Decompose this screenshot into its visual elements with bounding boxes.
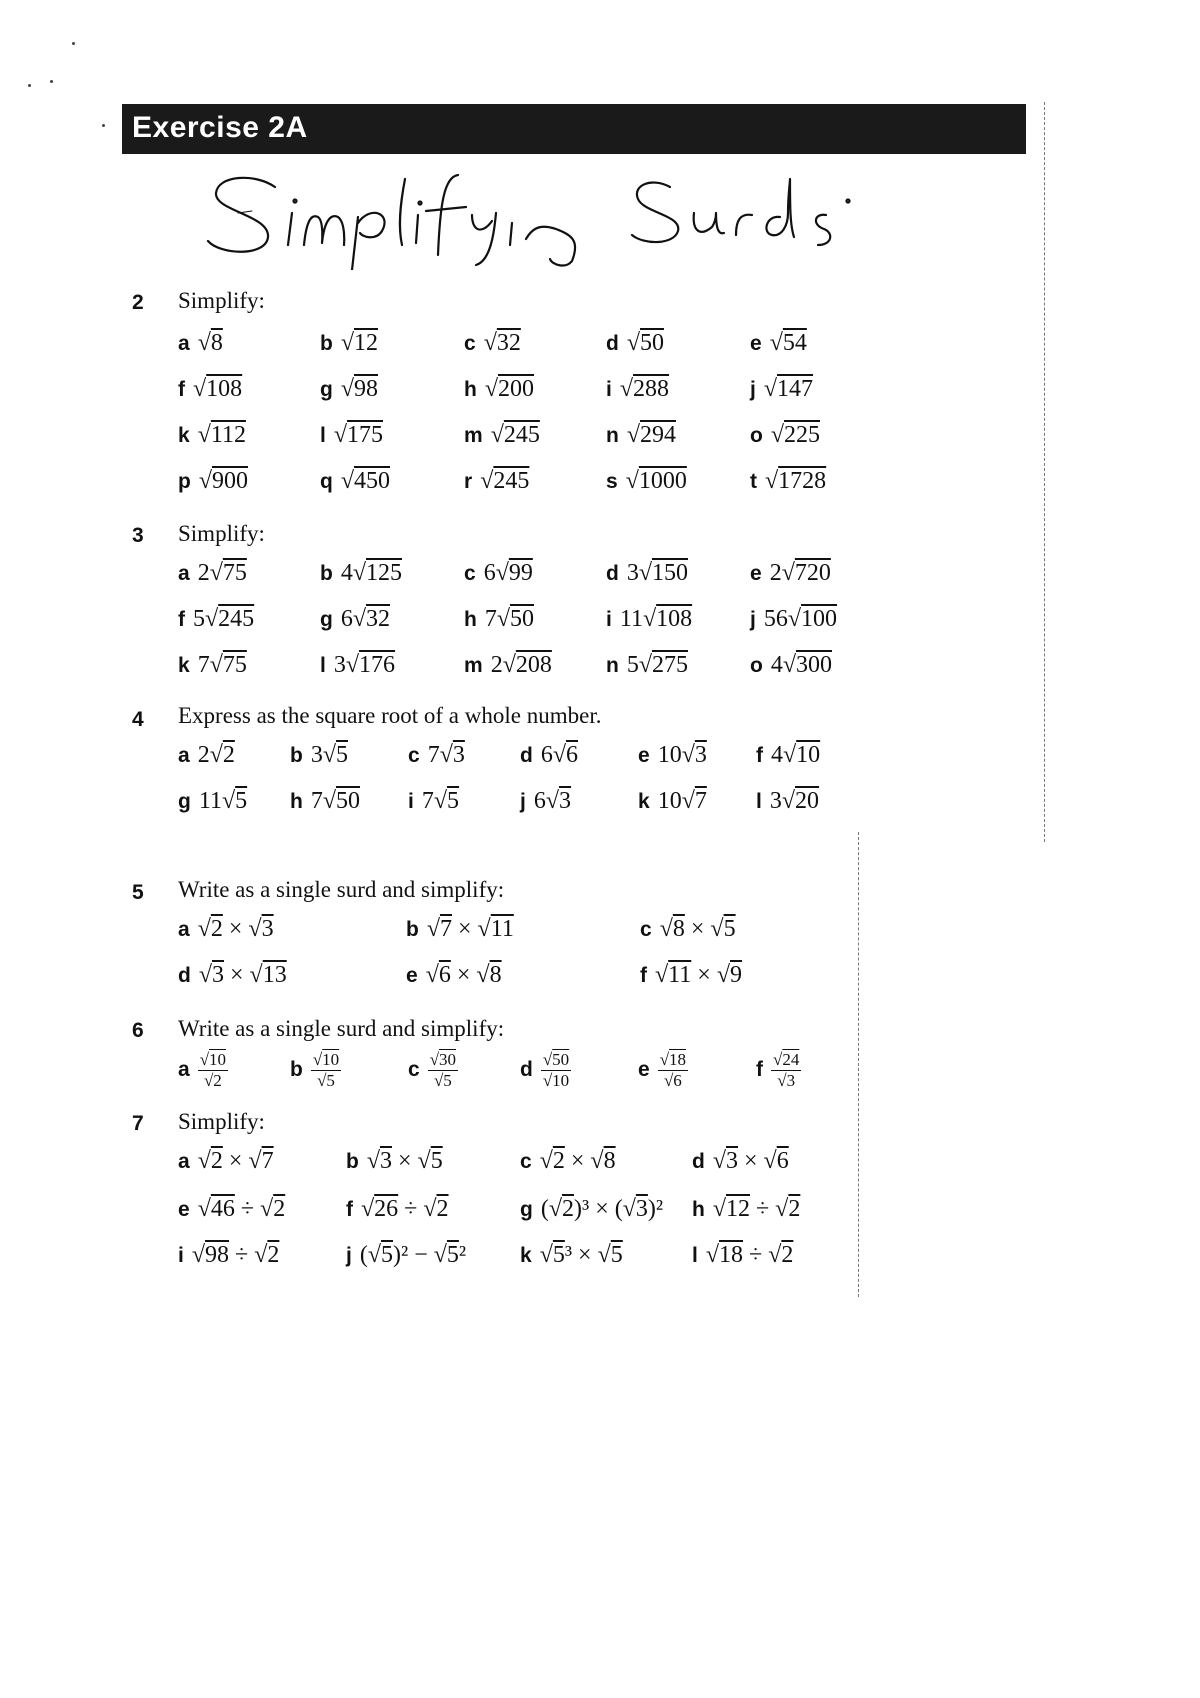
- item-expression: √8: [197, 330, 223, 356]
- fraction: [311, 1050, 341, 1091]
- item-expression: 5√245: [193, 606, 255, 632]
- exercise-item: [750, 468, 826, 495]
- item-expression: √245: [480, 468, 530, 494]
- exercise-item: [638, 742, 707, 769]
- exercise-item: [640, 916, 736, 943]
- exercise-item: [606, 468, 687, 495]
- item-expression: √245: [490, 422, 540, 448]
- exercise-item: [464, 468, 529, 495]
- scan-speck: [72, 42, 75, 45]
- item-label: f: [346, 1198, 353, 1221]
- item-expression: √32: [483, 330, 521, 356]
- item-label: g: [520, 1198, 533, 1221]
- item-expression: √294: [626, 422, 676, 448]
- exercise-item: [750, 330, 807, 357]
- item-label: k: [520, 1244, 532, 1267]
- question-number: 6: [132, 1019, 144, 1042]
- item-label: h: [692, 1198, 705, 1221]
- item-expression: 5√275: [626, 652, 688, 678]
- exercise-item: [606, 330, 664, 357]
- item-label: g: [178, 790, 191, 813]
- item-expression: 7√75: [197, 652, 247, 678]
- item-expression: 6√32: [340, 606, 390, 632]
- item-expression: √900: [198, 468, 248, 494]
- denominator: √3: [777, 1071, 796, 1090]
- exercise-item: [464, 376, 534, 403]
- exercise-item: [178, 1242, 279, 1269]
- item-label: g: [320, 608, 333, 631]
- exercise-title: Exercise 2A: [132, 111, 308, 144]
- item-expression: 11√108: [619, 606, 693, 632]
- item-expression: √200: [484, 376, 534, 402]
- exercise-item: [750, 422, 820, 449]
- item-expression: √3 × √6: [712, 1148, 789, 1174]
- item-expression: √8 × √5: [659, 916, 736, 942]
- item-label: h: [290, 790, 303, 813]
- item-expression: 2√720: [769, 560, 831, 586]
- question-number: 3: [132, 524, 144, 547]
- exercise-item: [692, 1196, 800, 1223]
- item-label: c: [408, 1058, 420, 1082]
- exercise-item: [520, 1148, 616, 1175]
- item-label: i: [606, 378, 612, 401]
- item-label: c: [464, 562, 476, 585]
- item-expression: √26 ÷ √2: [361, 1196, 449, 1222]
- item-label: b: [346, 1150, 359, 1173]
- item-label: a: [178, 744, 190, 767]
- item-expression: √5³ × √5: [539, 1242, 623, 1268]
- numerator: √30: [429, 1050, 457, 1069]
- item-label: t: [750, 470, 757, 493]
- exercise-item: [606, 422, 676, 449]
- item-label: i: [408, 790, 414, 813]
- exercise-item: [178, 330, 223, 357]
- item-label: b: [290, 1058, 303, 1082]
- exercise-item: [178, 742, 235, 769]
- item-label: m: [464, 424, 483, 447]
- item-label: c: [640, 918, 652, 941]
- item-label: a: [178, 562, 190, 585]
- item-label: d: [178, 964, 191, 987]
- item-label: q: [320, 470, 333, 493]
- item-label: k: [178, 424, 190, 447]
- item-label: m: [464, 654, 483, 677]
- item-expression: (√5)² − √5²: [359, 1242, 467, 1268]
- scan-speck: [50, 80, 53, 83]
- numerator: √24: [773, 1050, 800, 1069]
- item-label: i: [178, 1244, 184, 1267]
- exercise-item: [408, 788, 459, 815]
- exercise-item: [606, 376, 669, 403]
- item-expression: √175: [333, 422, 384, 448]
- exercise-item: [178, 1196, 285, 1223]
- item-expression: √225: [770, 422, 820, 448]
- item-label: l: [756, 790, 762, 813]
- exercise-header-banner: [122, 104, 1026, 154]
- exercise-item: [320, 468, 390, 495]
- item-expression: 56√100: [763, 606, 838, 632]
- item-expression: 3√150: [626, 560, 688, 586]
- item-label: e: [750, 332, 762, 355]
- question-number: 4: [132, 708, 144, 731]
- fraction: [541, 1050, 571, 1091]
- item-expression: √12 ÷ √2: [712, 1196, 801, 1222]
- denominator: √10: [542, 1071, 570, 1090]
- denominator: √2: [203, 1071, 222, 1090]
- exercise-item: [520, 1242, 623, 1269]
- question-instruction: Simplify:: [178, 1109, 265, 1134]
- item-expression: √6 × √8: [425, 962, 502, 988]
- exercise-item: [290, 742, 348, 769]
- item-expression: 10√3: [657, 742, 707, 768]
- exercise-item: [750, 606, 837, 633]
- item-expression: √2 × √8: [539, 1148, 616, 1174]
- item-label: a: [178, 1150, 190, 1173]
- numerator: √10: [312, 1050, 340, 1069]
- item-expression: √18 ÷ √2: [705, 1242, 794, 1268]
- item-expression: 6√3: [533, 788, 572, 814]
- item-label: a: [178, 332, 190, 355]
- item-expression: √2 × √7: [197, 1148, 274, 1174]
- denominator: √5: [317, 1071, 335, 1090]
- item-label: e: [750, 562, 762, 585]
- item-label: h: [464, 608, 477, 631]
- exercise-item: [346, 1196, 449, 1223]
- item-expression: √1728: [765, 468, 827, 494]
- exercise-item: [464, 330, 521, 357]
- item-label: d: [606, 562, 619, 585]
- scan-speck: [102, 124, 105, 127]
- item-label: d: [520, 1058, 533, 1082]
- exercise-item: [346, 1148, 443, 1175]
- exercise-item: [178, 788, 247, 815]
- item-expression: √2 × √3: [197, 916, 274, 942]
- denominator: √6: [663, 1071, 682, 1090]
- exercise-item: [346, 1242, 466, 1269]
- exercise-item: [178, 652, 247, 679]
- item-label: e: [406, 964, 418, 987]
- item-label: i: [606, 608, 612, 631]
- handwritten-title: [200, 165, 900, 270]
- scan-speck: [28, 84, 31, 87]
- exercise-item: [756, 1050, 801, 1091]
- fraction: [771, 1050, 801, 1091]
- item-label: b: [320, 332, 333, 355]
- item-label: j: [750, 608, 756, 631]
- exercise-item: [320, 652, 395, 679]
- fraction: [428, 1050, 458, 1091]
- item-expression: 6√6: [540, 742, 578, 768]
- exercise-item: [606, 652, 688, 679]
- exercise-item: [750, 652, 832, 679]
- item-expression: √98: [340, 376, 378, 402]
- exercise-item: [320, 560, 402, 587]
- exercise-item: [756, 788, 819, 815]
- item-label: b: [290, 744, 303, 767]
- item-label: l: [320, 654, 326, 677]
- exercise-item: [178, 376, 242, 403]
- item-label: f: [178, 378, 185, 401]
- exercise-item: [178, 468, 248, 495]
- numerator: √18: [659, 1050, 687, 1069]
- item-label: e: [638, 744, 650, 767]
- item-expression: 4√10: [771, 742, 821, 768]
- item-label: b: [320, 562, 333, 585]
- item-label: l: [692, 1244, 698, 1267]
- item-label: c: [464, 332, 476, 355]
- exercise-item: [520, 1050, 571, 1091]
- question-instruction: Write as a single surd and simplify:: [178, 877, 505, 902]
- item-expression: 7√3: [427, 742, 465, 768]
- exercise-item: [290, 1050, 341, 1091]
- item-label: n: [606, 424, 619, 447]
- item-expression: √98 ÷ √2: [191, 1242, 280, 1268]
- exercise-item: [178, 1148, 274, 1175]
- item-expression: √12: [340, 330, 378, 356]
- exercise-item: [756, 742, 820, 769]
- exercise-item: [178, 916, 274, 943]
- exercise-item: [464, 560, 533, 587]
- item-label: r: [464, 470, 473, 493]
- item-label: s: [606, 470, 618, 493]
- item-label: a: [178, 918, 190, 941]
- item-expression: √54: [769, 330, 807, 356]
- item-expression: √3 × √5: [366, 1148, 443, 1174]
- item-expression: 10√7: [657, 788, 707, 814]
- item-label: n: [606, 654, 619, 677]
- exercise-item: [178, 606, 254, 633]
- exercise-item: [178, 560, 247, 587]
- item-expression: √46 ÷ √2: [197, 1196, 286, 1222]
- exercise-item: [178, 1050, 228, 1091]
- fraction: [658, 1050, 688, 1091]
- numerator: √50: [542, 1050, 570, 1069]
- exercise-item: [464, 606, 534, 633]
- fraction: [198, 1050, 228, 1091]
- question-number: 7: [132, 1112, 144, 1135]
- exercise-item: [406, 916, 514, 943]
- question-instruction: Simplify:: [178, 521, 265, 546]
- item-label: l: [320, 424, 326, 447]
- item-label: k: [178, 654, 190, 677]
- item-expression: √288: [619, 376, 670, 402]
- exercise-item: [178, 422, 246, 449]
- exercise-item: [320, 606, 390, 633]
- exercise-item: [692, 1148, 789, 1175]
- item-expression: 7√50: [484, 606, 534, 632]
- exercise-item: [290, 788, 360, 815]
- item-label: o: [750, 424, 763, 447]
- item-expression: 4√125: [340, 560, 402, 586]
- item-expression: 7√50: [310, 788, 360, 814]
- item-label: p: [178, 470, 191, 493]
- item-expression: (√2)³ × (√3)²: [540, 1196, 664, 1222]
- question-instruction: Express as the square root of a whole number.: [178, 703, 602, 728]
- exercise-item: [520, 1196, 663, 1223]
- item-expression: √50: [626, 330, 664, 356]
- item-label: f: [178, 608, 185, 631]
- exercise-item: [520, 742, 578, 769]
- item-expression: √112: [197, 422, 246, 448]
- question-number: 2: [132, 291, 144, 314]
- item-expression: 6√99: [483, 560, 533, 586]
- item-expression: 3√5: [310, 742, 348, 768]
- item-expression: √1000: [625, 468, 687, 494]
- exercise-item: [464, 422, 540, 449]
- item-label: d: [606, 332, 619, 355]
- exercise-item: [606, 560, 688, 587]
- item-label: c: [520, 1150, 532, 1173]
- item-expression: √11 × √9: [655, 962, 742, 988]
- item-expression: 2√208: [490, 652, 552, 678]
- item-label: f: [640, 964, 647, 987]
- exercise-item: [178, 962, 287, 989]
- item-label: f: [756, 744, 763, 767]
- item-label: c: [408, 744, 420, 767]
- exercise-item: [408, 742, 465, 769]
- exercise-item: [638, 1050, 688, 1091]
- item-expression: √450: [340, 468, 390, 494]
- item-expression: √7 × √11: [426, 916, 514, 942]
- question-instruction: Write as a single surd and simplify:: [178, 1016, 505, 1041]
- exercise-item: [692, 1242, 793, 1269]
- item-expression: 3√176: [333, 652, 396, 678]
- margin-rule: [1044, 102, 1045, 842]
- exercise-item: [640, 962, 742, 989]
- item-label: j: [346, 1244, 352, 1267]
- exercise-item: [320, 376, 378, 403]
- exercise-item: [520, 788, 571, 815]
- item-label: d: [520, 744, 533, 767]
- item-label: e: [638, 1058, 650, 1082]
- exercise-item: [638, 788, 707, 815]
- item-label: f: [756, 1058, 763, 1082]
- item-label: b: [406, 918, 419, 941]
- denominator: √5: [433, 1071, 452, 1090]
- item-expression: 7√5: [421, 788, 460, 814]
- numerator: √10: [199, 1050, 227, 1069]
- item-label: j: [520, 790, 526, 813]
- item-label: e: [178, 1198, 190, 1221]
- item-expression: √147: [763, 376, 814, 402]
- exercise-item: [606, 606, 692, 633]
- exercise-item: [320, 330, 378, 357]
- exercise-item: [750, 560, 831, 587]
- item-label: j: [750, 378, 756, 401]
- item-label: a: [178, 1058, 190, 1082]
- item-expression: 3√20: [769, 788, 820, 814]
- margin-rule: [858, 832, 859, 1297]
- exercise-item: [464, 652, 552, 679]
- item-expression: 2√2: [197, 742, 235, 768]
- question-number: 5: [132, 881, 144, 904]
- exercise-item: [320, 422, 383, 449]
- item-label: o: [750, 654, 763, 677]
- item-label: g: [320, 378, 333, 401]
- item-label: h: [464, 378, 477, 401]
- item-expression: √108: [193, 376, 243, 402]
- item-expression: 4√300: [770, 652, 832, 678]
- question-instruction: Simplify:: [178, 288, 265, 313]
- item-expression: √3 × √13: [198, 962, 287, 988]
- item-expression: 11√5: [198, 788, 248, 814]
- exercise-item: [750, 376, 813, 403]
- exercise-item: [406, 962, 502, 989]
- item-label: d: [692, 1150, 705, 1173]
- item-label: k: [638, 790, 650, 813]
- item-expression: 2√75: [197, 560, 247, 586]
- exercise-item: [408, 1050, 458, 1091]
